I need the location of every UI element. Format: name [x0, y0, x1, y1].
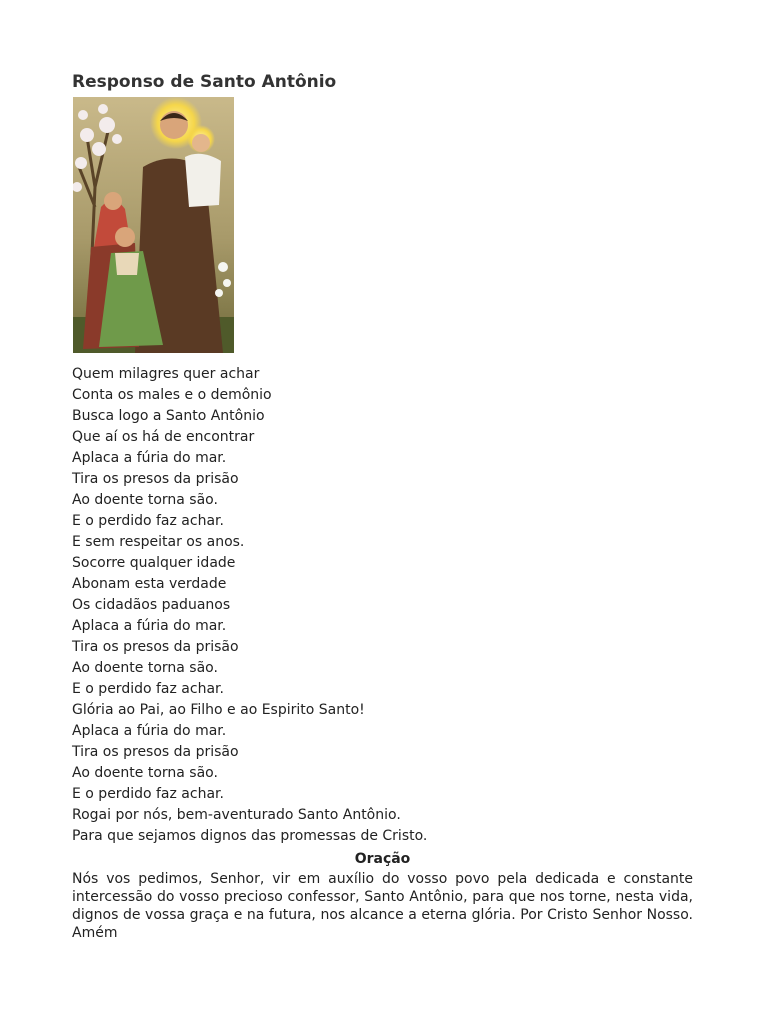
verse-line: Glória ao Pai, ao Filho e ao Espirito Santo! [72, 702, 365, 718]
prayer-paragraph: Nós vos pedimos, Senhor, vir em auxílio do vosso povo pela dedicada e constante intercessão do vosso precioso confessor, Santo Antônio, para que nos torne, nesta vida, dignos de vossa graça e na futura, nos alcance a eterna glória. Por Cristo Senhor Nosso. Amém [72, 871, 693, 941]
verse-line: E sem respeitar os anos. [72, 534, 245, 550]
verse-line: Que aí os há de encontrar [72, 429, 255, 445]
document-title: Responso de Santo Antônio [72, 72, 337, 92]
verse-line: Ao doente torna são. [72, 765, 218, 781]
verse-line: Para que sejamos dignos das promessas de Cristo. [72, 828, 428, 844]
verse-line: E o perdido faz achar. [72, 513, 224, 529]
verse-line: Os cidadãos paduanos [72, 597, 231, 613]
verse-line: Tira os presos da prisão [72, 639, 239, 655]
verse-line: Socorre qualquer idade [72, 555, 236, 571]
verse-line: E o perdido faz achar. [72, 681, 224, 697]
verse-line: Aplaca a fúria do mar. [72, 723, 227, 739]
verse-line: Ao doente torna são. [72, 492, 218, 508]
verse-line: Tira os presos da prisão [72, 744, 239, 760]
verse-line: Busca logo a Santo Antônio [72, 408, 265, 424]
verse-line: Aplaca a fúria do mar. [72, 618, 227, 634]
verse-line: Aplaca a fúria do mar. [72, 450, 227, 466]
prayer-heading: Oração [354, 851, 411, 867]
verse-line: Conta os males e o demônio [72, 387, 272, 403]
verse-line: Quem milagres quer achar [72, 366, 260, 382]
saint-anthony-image [73, 97, 234, 353]
verse-list [72, 364, 712, 847]
verse-line: E o perdido faz achar. [72, 786, 224, 802]
verse-line: Ao doente torna são. [72, 660, 218, 676]
verse-line: Tira os presos da prisão [72, 471, 239, 487]
verse-line: Rogai por nós, bem-aventurado Santo Antônio. [72, 807, 401, 823]
verse-line: Abonam esta verdade [72, 576, 227, 592]
